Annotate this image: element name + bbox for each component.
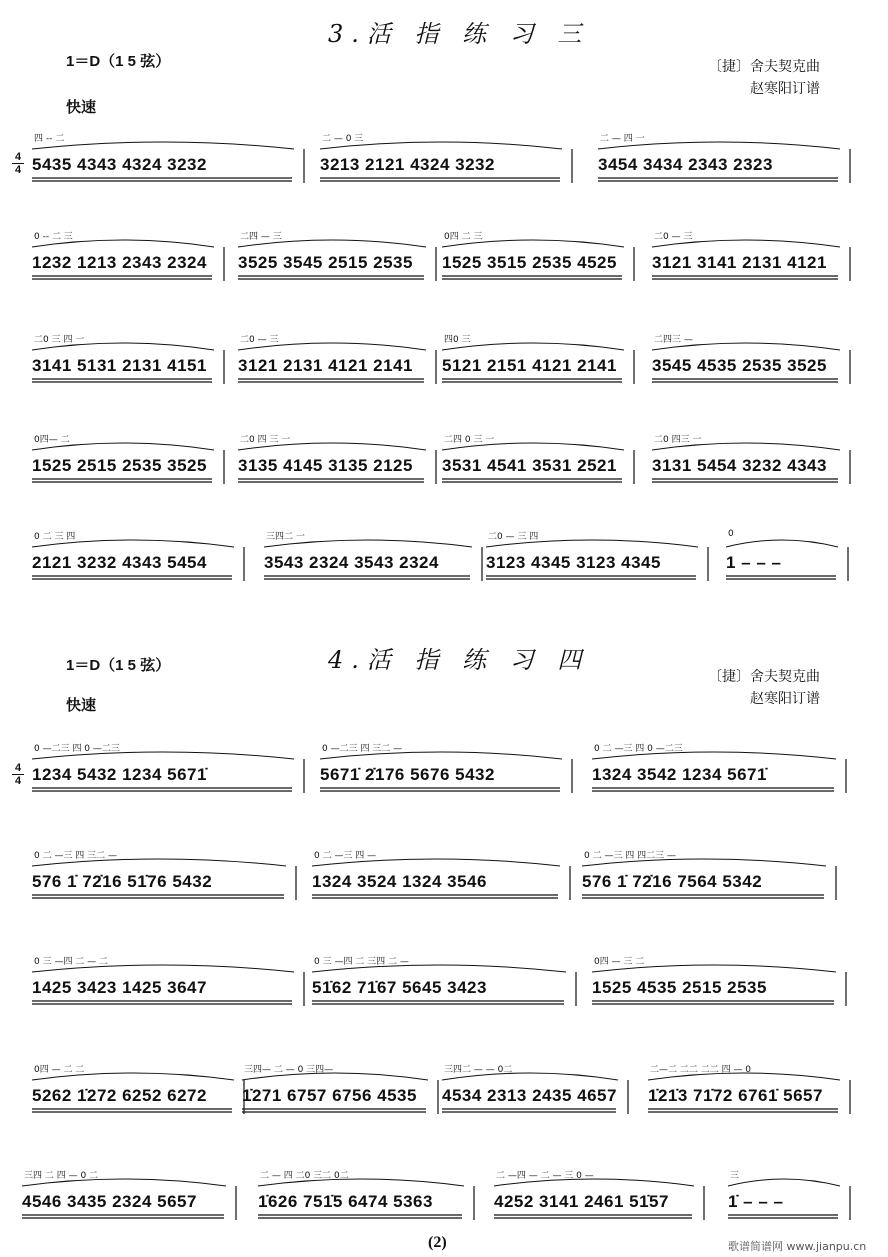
fingering: 0 [728,529,734,539]
fingering: 0 二 —三 四 — [314,851,377,861]
slur [652,443,840,450]
note-group: 576 1̇ 72̇16 7564 5342 [582,872,763,891]
note-group: 3123 4345 3123 4345 [486,553,661,572]
note-group: 3545 4535 2535 3525 [652,356,827,375]
slur [652,343,840,350]
note-group: 5671̇ 2̇176 5676 5432 [320,765,495,784]
note-group: 3121 2131 4121 2141 [238,356,413,375]
fingering: 0 二 —三 四 0 —二三 [594,744,683,754]
fingering: 0四 — 二 二 [34,1065,85,1075]
fingering: 三 [730,1171,740,1181]
slur [598,142,840,149]
note-group: 51̇62 71̇67 5645 3423 [312,978,487,997]
slur [442,343,624,350]
slur [494,1179,694,1186]
slur [258,1179,464,1186]
slur [312,859,560,866]
slur [592,752,836,759]
slur [32,443,214,450]
fingering: 二四 — 三 [240,232,282,242]
note-group: 1 – – – [726,553,782,572]
ex4-tempo: 快速 [66,696,97,714]
slur [32,540,234,547]
slur [592,965,836,972]
fingering: 二0 — 三 [654,232,693,242]
fingering: 0 —二三 四 0 —二三 [34,744,120,754]
slur [32,1073,234,1080]
fingering: 0 二 三 四 [34,532,76,542]
slur [442,443,624,450]
ex4-time-sig-top: 4 [14,762,22,774]
note-group: 3121 3141 2131 4121 [652,253,827,272]
slur [242,1073,428,1080]
slur [32,142,294,149]
fingering: 二0 四 三 一 [240,435,291,445]
ex3-time-sig-top: 4 [14,151,22,163]
fingering: 二 — 四 二0 三二 0二 [260,1171,349,1181]
fingering: 二0 三 四 一 [34,335,85,345]
fingering: 三四 二 四 — 0 二 [24,1171,99,1181]
slur [32,965,294,972]
note-group: 2121 3232 4343 5454 [32,553,207,572]
slur [442,240,624,247]
note-group: 3543 2324 3543 2324 [264,553,439,572]
slur [238,343,426,350]
fingering: 四0 三 [444,335,471,345]
note-group: 5435 4343 4324 3232 [32,155,207,174]
ex3-tempo: 快速 [66,98,97,116]
fingering: 0四— 二 [34,435,70,445]
note-group: 1̇ – – – [728,1192,784,1211]
note-group: 3531 4541 3531 2521 [442,456,617,475]
slur [32,752,294,759]
slur [486,540,698,547]
ex4-title: 4.活 指 练 习 四 [328,646,590,674]
slur [312,965,566,972]
note-group: 1324 3524 1324 3546 [312,872,487,891]
slur [32,240,214,247]
slur [32,343,214,350]
note-group: 5121 2151 4121 2141 [442,356,617,375]
fingering: 0 二 —三 四 四二三 — [584,851,677,861]
slur [22,1179,226,1186]
slur [728,1179,840,1186]
fingering: 三四二 — — 0二 [444,1065,513,1075]
slur [582,859,826,866]
fingering: 二0 — 三 四 [488,532,539,542]
fingering: 四 -- 二 [34,134,65,144]
slur [442,1073,618,1080]
fingering: 二 — 0 三 [322,134,364,144]
note-group: 1425 3423 1425 3647 [32,978,207,997]
page-number: (2) [428,1234,447,1251]
slur [320,752,562,759]
note-group: 1525 2515 2535 3525 [32,456,207,475]
note-group: 3454 3434 2343 2323 [598,155,773,174]
watermark: 歌谱简谱网 www.jianpu.cn [728,1240,867,1253]
slur [238,443,426,450]
slur [320,142,562,149]
note-group: 1525 4535 2515 2535 [592,978,767,997]
ex3-time-sig-bottom: 4 [14,164,22,176]
ex3-key-signature: 1＝D（1 5 弦） [66,53,171,70]
fingering: 0 二 —三 四 三二 — [34,851,118,861]
fingering: 二 — 四 一 [600,134,645,144]
note-group: 5262 1̇272 6252 6272 [32,1086,207,1105]
fingering: 0四 — 三 二 [594,957,645,967]
fingering: 二四 0 三 一 [444,435,495,445]
note-group: 4252 3141 2461 51̇57 [494,1192,669,1211]
slur [238,240,426,247]
ex4-editor: 赵寒阳订谱 [750,691,820,707]
ex3-editor: 赵寒阳订谱 [750,81,820,97]
fingering: 二0 — 三 [240,335,279,345]
note-group: 576 1̇ 72̇16 51̇76 5432 [32,872,213,891]
note-group: 1234 5432 1234 5671̇ [32,765,207,784]
note-group: 3141 5131 2131 4151 [32,356,207,375]
note-group: 1324 3542 1234 5671̇ [592,765,767,784]
fingering: 0 -- 二 三 [34,232,73,242]
slur [652,240,840,247]
fingering: 0四 二 三 [444,232,483,242]
fingering: 0 —二三 四 三二 — [322,744,403,754]
slur [648,1073,840,1080]
note-group: 4534 2313 2435 4657 [442,1086,617,1105]
fingering: 二四三 — [654,335,693,345]
fingering: 二 —四 — 二 — 三 0 — [496,1171,594,1181]
slur [264,540,472,547]
fingering: 0 三 —四 二 三四 二 — [314,957,409,967]
fingering: 三四— 二 — 0 三四— [244,1065,334,1075]
note-group: 3213 2121 4324 3232 [320,155,495,174]
ex3-title: 3.活 指 练 习 三 [328,20,590,48]
slur [726,540,838,547]
ex4-composer: 〔捷〕舍夫契克曲 [708,669,820,685]
note-group: 3135 4145 3135 2125 [238,456,413,475]
note-group: 1̇21̇3 71̇72 6761̇ 5657 [648,1086,823,1105]
fingering: 三四二 一 [266,532,305,542]
slur [32,859,286,866]
fingering: 二—二 二二 二二 四 — 0 [650,1065,752,1075]
note-group: 1525 3515 2535 4525 [442,253,617,272]
fingering: 0 三 —四 二 — 二 [34,957,109,967]
ex4-key-signature: 1＝D（1 5 弦） [66,657,171,674]
note-group: 3525 3545 2515 2535 [238,253,413,272]
note-group: 4546 3435 2324 5657 [22,1192,197,1211]
ex4-time-sig-bottom: 4 [14,775,22,787]
fingering: 二0 四三 一 [654,435,702,445]
note-group: 3131 5454 3232 4343 [652,456,827,475]
note-group: 1̇271 6757 6756 4535 [242,1086,417,1105]
note-group: 1232 1213 2343 2324 [32,253,207,272]
note-group: 1̇626 751̇5 6474 5363 [258,1192,433,1211]
ex3-composer: 〔捷〕舍夫契克曲 [708,59,820,75]
